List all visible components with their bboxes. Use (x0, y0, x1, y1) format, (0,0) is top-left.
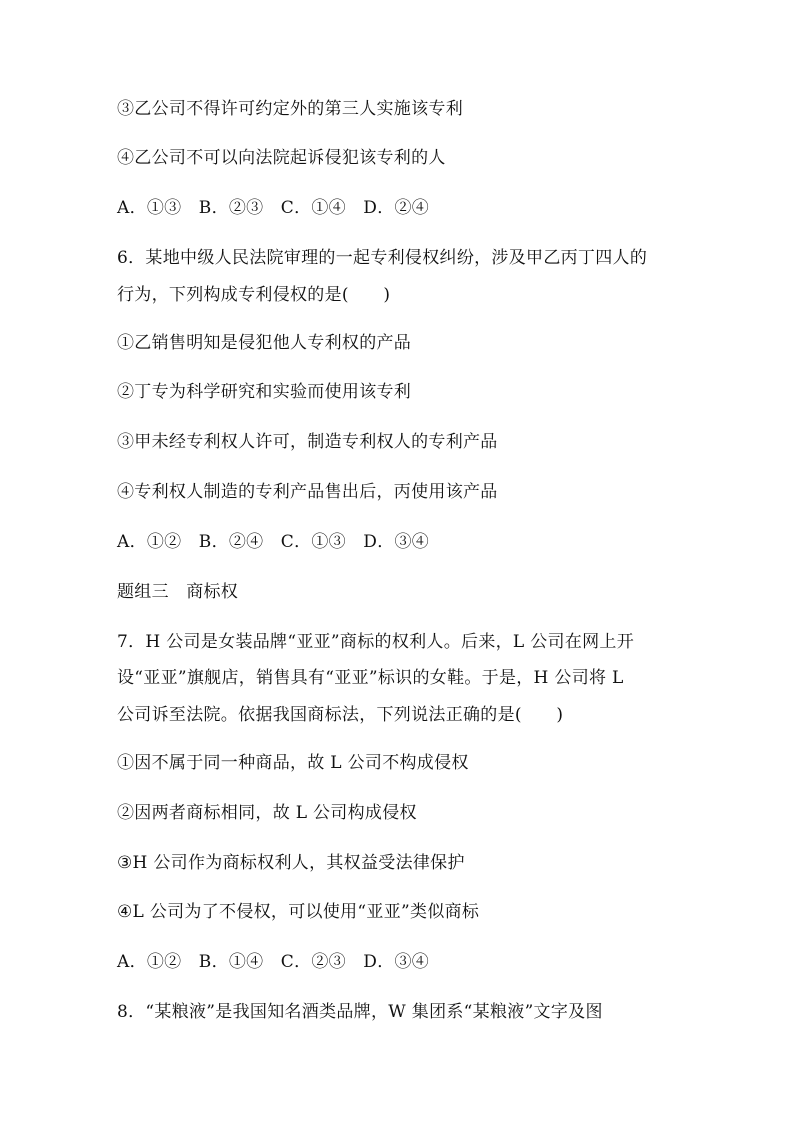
q7-stem-line-2: 设“亚亚”旗舰店，销售具有“亚亚”标识的女鞋。于是，H 公司将 L (117, 668, 624, 688)
q5-option-4: ④乙公司不可以向法院起诉侵犯该专利的人 (117, 148, 446, 168)
q7-option-3: ③H 公司作为商标权利人，其权益受法律保护 (117, 853, 465, 873)
q7-stem-line-3: 公司诉至法院。依据我国商标法，下列说法正确的是( ) (117, 705, 564, 725)
q6-stem-line-2: 行为，下列构成专利侵权的是( ) (117, 285, 391, 305)
q6-option-1: ①乙销售明知是侵犯他人专利权的产品 (117, 333, 412, 353)
q8-stem-line-1: 8．“某粮液”是我国知名酒类品牌，W 集团系“某粮液”文字及图 (117, 1002, 603, 1022)
q5-answer-choices: A．①③ B．②③ C．①④ D．②④ (117, 198, 430, 218)
q5-option-3: ③乙公司不得许可约定外的第三人实施该专利 (117, 99, 463, 119)
q7-option-2: ②因两者商标相同，故 L 公司构成侵权 (117, 803, 417, 823)
q7-option-1: ①因不属于同一种商品，故 L 公司不构成侵权 (117, 753, 469, 773)
q6-option-2: ②丁专为科学研究和实验而使用该专利 (117, 382, 412, 402)
q7-answer-choices: A．①② B．①④ C．②③ D．③④ (117, 952, 430, 972)
q7-option-4: ④L 公司为了不侵权，可以使用“亚亚”类似商标 (117, 902, 480, 922)
q6-stem-line-1: 6．某地中级人民法院审理的一起专利侵权纠纷，涉及甲乙丙丁四人的 (117, 248, 648, 268)
q6-option-4: ④专利权人制造的专利产品售出后，丙使用该产品 (117, 482, 498, 502)
section-heading: 题组三 商标权 (117, 582, 239, 602)
q7-stem-line-1: 7．H 公司是女装品牌“亚亚”商标的权利人。后来，L 公司在网上开 (117, 632, 635, 652)
q6-answer-choices: A．①② B．②④ C．①③ D．③④ (117, 532, 430, 552)
q6-option-3: ③甲未经专利权人许可，制造专利权人的专利产品 (117, 432, 498, 452)
